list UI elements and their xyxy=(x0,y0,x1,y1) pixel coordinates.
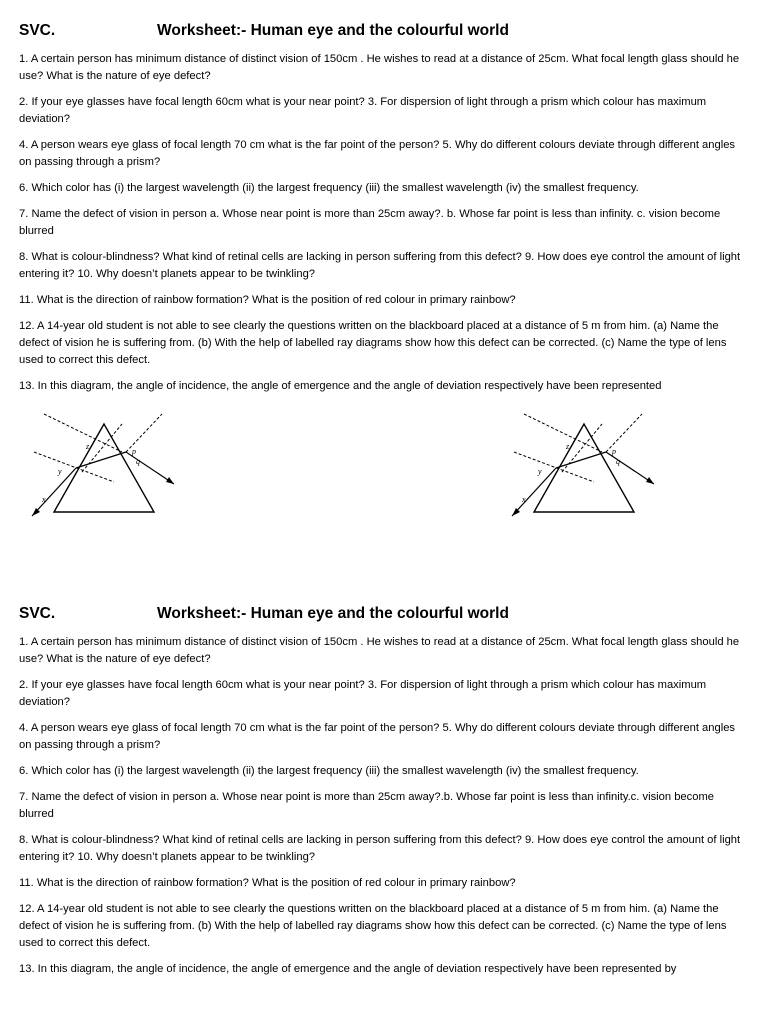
worksheet-top xyxy=(19,18,749,534)
question-13: 13. In this diagram, the angle of incidence, the angle of emergence and the angle of deviation respectively have been represented by xyxy=(19,963,677,975)
worksheet-bottom xyxy=(19,601,749,987)
prism-diagrams xyxy=(19,404,749,534)
label-z: z xyxy=(86,442,90,451)
question-8-10: 8. What is colour-blindness? What kind of retinal cells are lacking in person suffering from this defect? 9. How does eye control the amount of light entering it? 10. Why doesn’t planets appear to be twinkling? xyxy=(19,834,741,863)
question-6: 6. Which color has (i) the largest wavelength (ii) the largest frequency (iii) the smallest wavelength (iv) the smallest frequency. xyxy=(19,182,639,194)
prism-ray-diagram xyxy=(502,412,662,532)
prism-ray-diagram xyxy=(22,412,182,532)
question-7: 7. Name the defect of vision in person a. Whose near point is more than 25cm away?. b. Whose far point is less than infinity. c. vision become blurred xyxy=(19,208,721,237)
label-y: y xyxy=(538,467,542,476)
worksheet-header xyxy=(19,18,749,46)
school-name: SVC. xyxy=(19,22,56,39)
label-q: q xyxy=(616,457,620,466)
question-8-10: 8. What is colour-blindness? What kind of retinal cells are lacking in person suffering from this defect? 9. How does eye control the amount of light entering it? 10. Why doesn’t planets appear to be twinkling? xyxy=(19,251,741,280)
label-z: z xyxy=(566,442,570,451)
label-y: y xyxy=(58,467,62,476)
question-2-3: 2. If your eye glasses have focal length 60cm what is your near point? 3. For dispersion of light through a prism which colour has maximum deviation? xyxy=(19,96,707,125)
question-12: 12. A 14-year old student is not able to see clearly the questions written on the blackboard placed at a distance of 5 m from him. (a) Name the defect of vision he is suffering from. (b) With the help of labelled ray diagrams show how this defect can be corrected. (c) Name the type of lens used to correct this defect. xyxy=(19,320,727,366)
question-13: 13. In this diagram, the angle of incidence, the angle of emergence and the angle of deviation respectively have been represented xyxy=(19,380,662,392)
worksheet-header xyxy=(19,601,749,629)
question-1: 1. A certain person has minimum distance of distinct vision of 150cm . He wishes to read at a distance of 25cm. What focal length glass should he use? What is the nature of eye defect? xyxy=(19,636,740,665)
label-p: p xyxy=(612,447,616,456)
question-6: 6. Which color has (i) the largest wavelength (ii) the largest frequency (iii) the smallest wavelength (iv) the smallest frequency. xyxy=(19,765,639,777)
question-12: 12. A 14-year old student is not able to see clearly the questions written on the blackboard placed at a distance of 5 m from him. (a) Name the defect of vision he is suffering from. (b) With the help of labelled ray diagrams show how this defect can be corrected. (c) Name the type of lens used to correct this defect. xyxy=(19,903,727,949)
question-11: 11. What is the direction of rainbow formation? What is the position of red colour in primary rainbow? xyxy=(19,877,516,889)
label-q: q xyxy=(136,457,140,466)
worksheet-title: Worksheet:- Human eye and the colourful world xyxy=(157,605,509,622)
question-4-5: 4. A person wears eye glass of focal length 70 cm what is the far point of the person? 5. Why do different colours deviate through different angles on passing through a prism? xyxy=(19,139,736,168)
label-x: x xyxy=(42,495,46,504)
worksheet-title: Worksheet:- Human eye and the colourful world xyxy=(157,22,509,39)
label-x: x xyxy=(522,495,526,504)
school-name: SVC. xyxy=(19,605,56,622)
label-p: p xyxy=(132,447,136,456)
question-1: 1. A certain person has minimum distance of distinct vision of 150cm . He wishes to read at a distance of 25cm. What focal length glass should he use? What is the nature of eye defect? xyxy=(19,53,740,82)
question-2-3: 2. If your eye glasses have focal length 60cm what is your near point? 3. For dispersion of light through a prism which colour has maximum deviation? xyxy=(19,679,707,708)
question-11: 11. What is the direction of rainbow formation? What is the position of red colour in primary rainbow? xyxy=(19,294,516,306)
prism-diagram-right xyxy=(502,412,662,532)
question-7: 7. Name the defect of vision in person a. Whose near point is more than 25cm away?.b. Whose far point is less than infinity.c. vision become blurred xyxy=(19,791,715,820)
prism-diagram-left xyxy=(22,412,182,532)
question-4-5: 4. A person wears eye glass of focal length 70 cm what is the far point of the person? 5. Why do different colours deviate through different angles on passing through a prism? xyxy=(19,722,736,751)
